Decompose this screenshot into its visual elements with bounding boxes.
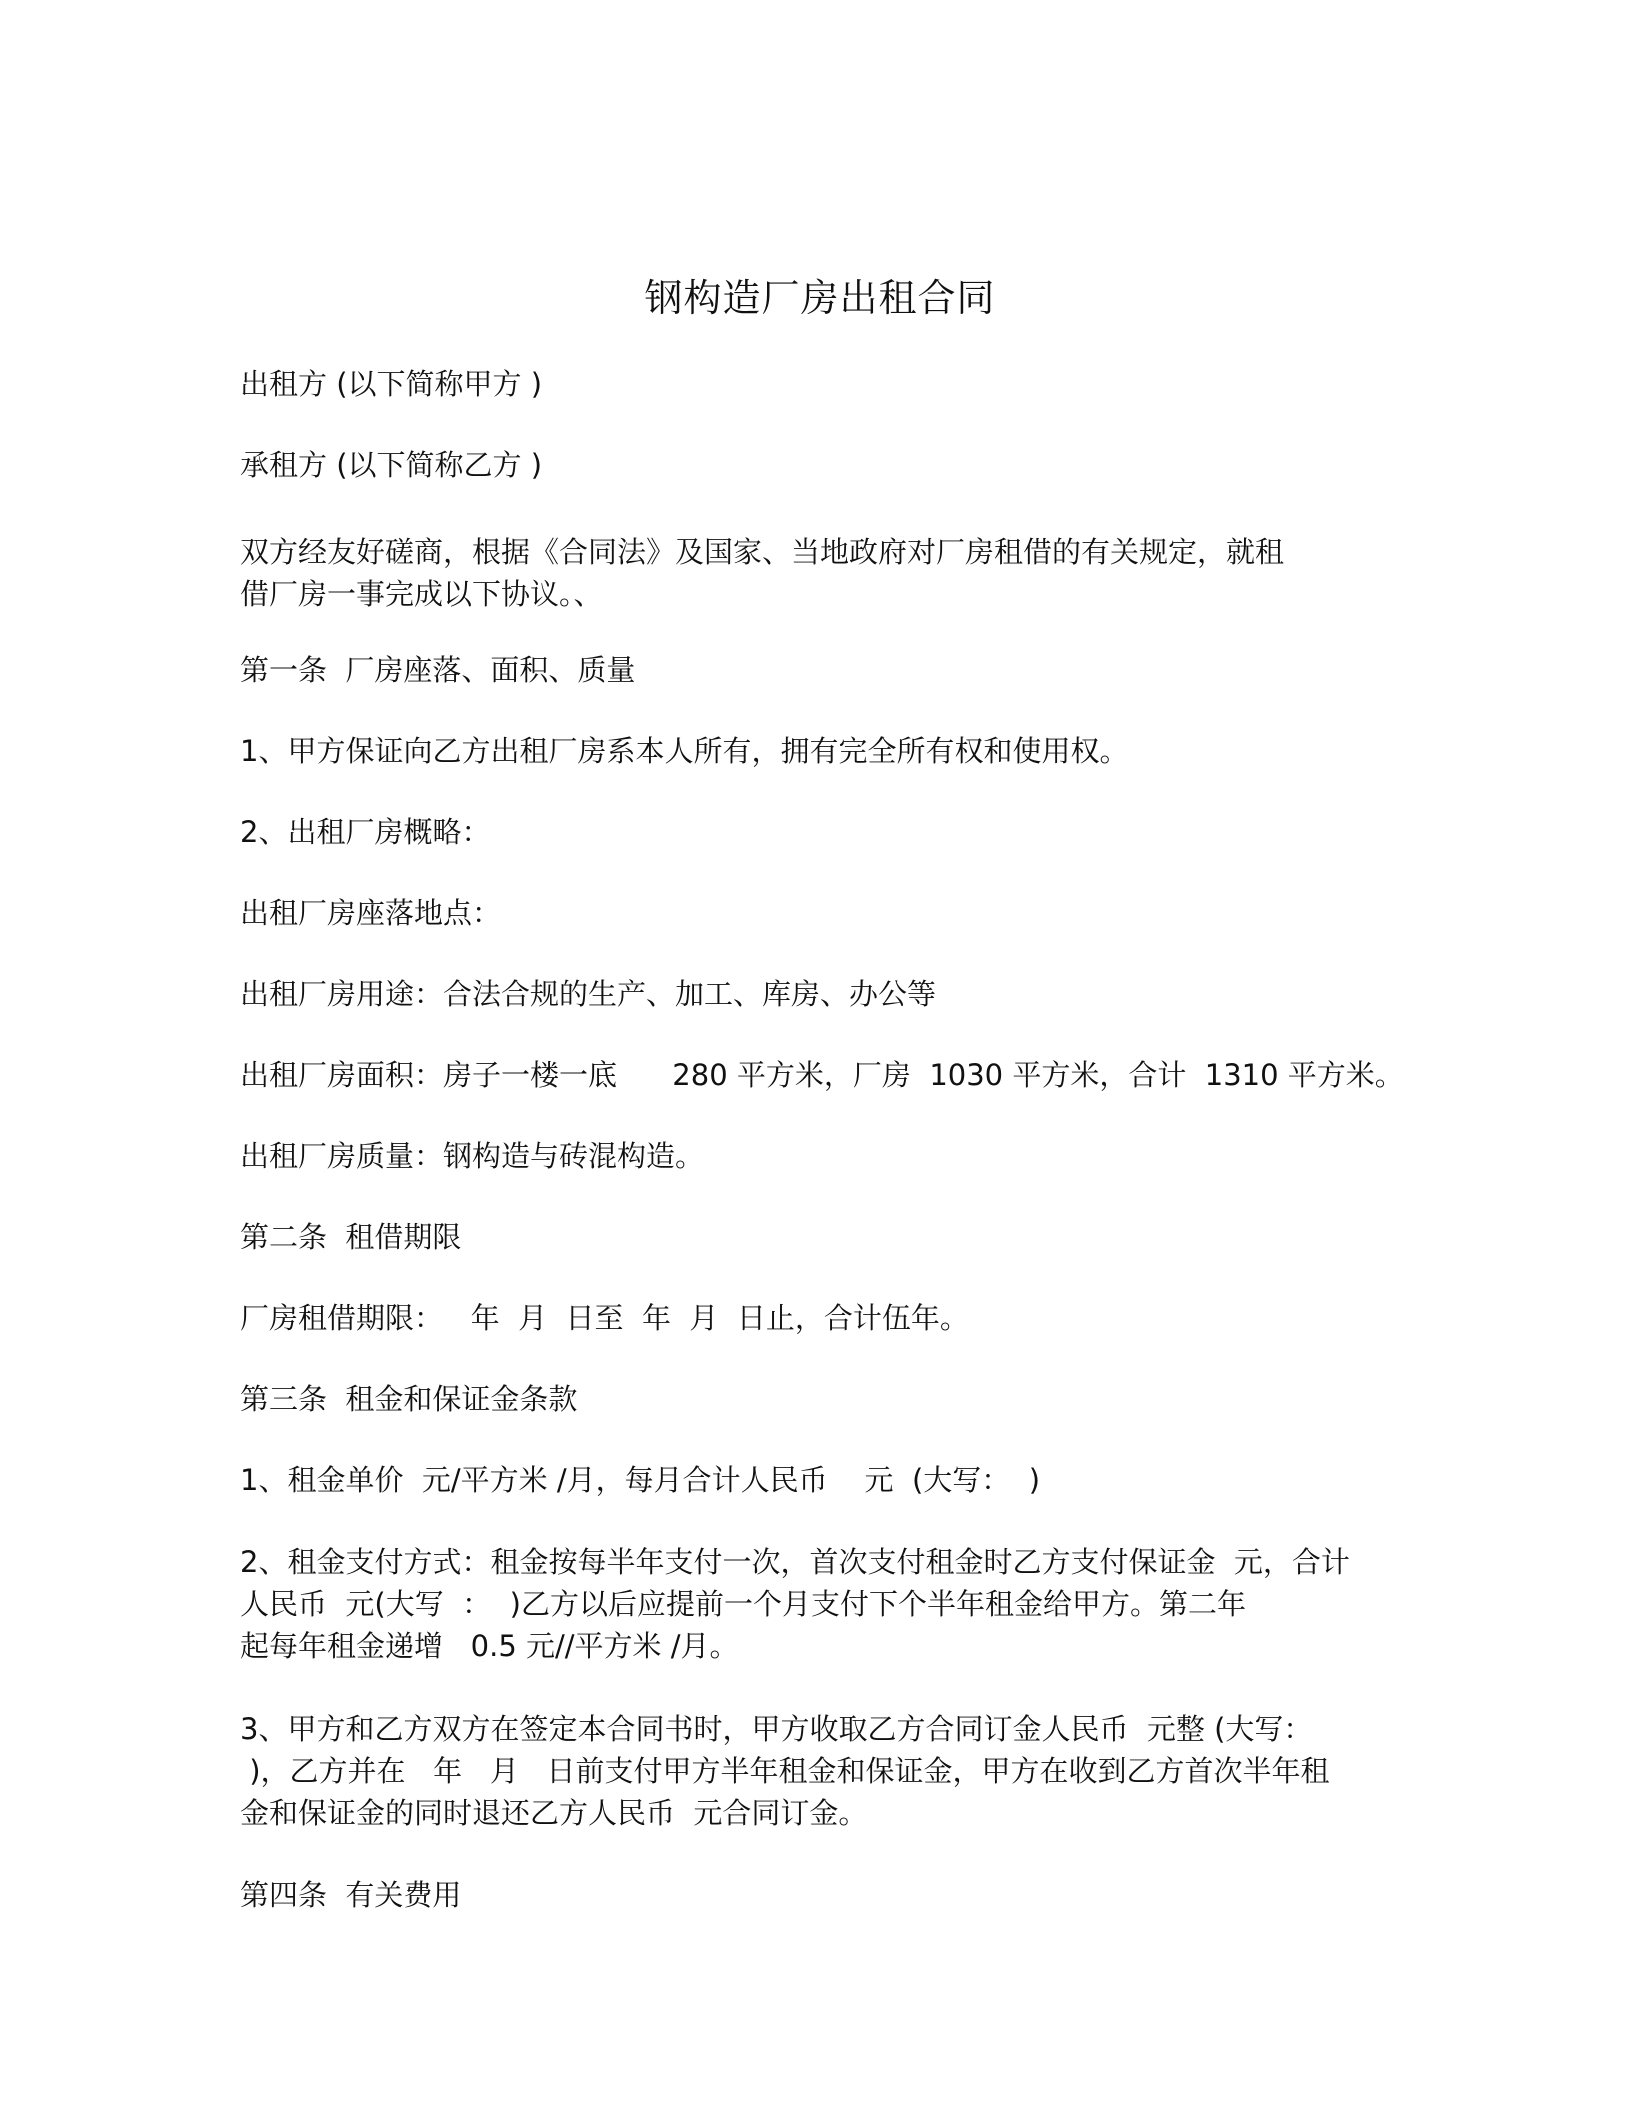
lease-term-line: 厂房租借期限： 年 月 日至 年 月 日止，合计伍年。 — [240, 1301, 969, 1335]
article-3-item-2-line-1: 2、租金支付方式：租金按每半年支付一次，首次支付租金时乙方支付保证金 元，合计 — [240, 1545, 1350, 1579]
article-3-item-3-line-1: 3、甲方和乙方双方在签定本合同书时，甲方收取乙方合同订金人民币 元整 (大写： — [240, 1712, 1313, 1746]
factory-location-line: 出租厂房座落地点： — [240, 896, 502, 930]
factory-area-line: 出租厂房面积：房子一楼一底 280 平方米，厂房 1030 平方米，合计 1310 平方米。 — [240, 1058, 1404, 1092]
article-3-item-3-line-3: 金和保证金的同时退还乙方人民币 元合同订金。 — [240, 1796, 868, 1830]
preamble-line-2: 借厂房一事完成以下协议。、 — [240, 577, 603, 611]
article-1-item-2: 2、出租厂房概略： — [240, 815, 491, 849]
lessee-line: 承租方 (以下简称乙方 ) — [240, 448, 543, 482]
article-3-item-3-line-2: )，乙方并在 年 月 日前支付甲方半年租金和保证金，甲方在收到乙方首次半年租 — [240, 1754, 1330, 1788]
article-3-item-1: 1、租金单价 元/平方米 /月，每月合计人民币 元 (大写： ) — [240, 1463, 1041, 1497]
article-1-item-1: 1、甲方保证向乙方出租厂房系本人所有，拥有完全所有权和使用权。 — [240, 734, 1129, 768]
lessor-line: 出租方 (以下简称甲方 ) — [240, 367, 543, 401]
article-2-heading: 第二条 租借期限 — [240, 1220, 462, 1254]
article-3-item-2-line-3: 起每年租金递增 0.5 元//平方米 /月。 — [240, 1629, 739, 1663]
article-3-item-2-line-2: 人民币 元(大写 ： )乙方以后应提前一个月支付下个半年租金给甲方。第二年 — [240, 1587, 1246, 1621]
article-4-heading: 第四条 有关费用 — [240, 1878, 462, 1912]
factory-usage-line: 出租厂房用途：合法合规的生产、加工、库房、办公等 — [240, 977, 937, 1011]
article-1-heading: 第一条 厂房座落、面积、质量 — [240, 653, 636, 687]
article-3-heading: 第三条 租金和保证金条款 — [240, 1382, 578, 1416]
preamble-line-1: 双方经友好磋商，根据《合同法》及国家、当地政府对厂房租借的有关规定，就租 — [240, 535, 1285, 569]
document-title: 钢构造厂房出租合同 — [644, 276, 996, 320]
factory-quality-line: 出租厂房质量：钢构造与砖混构造。 — [240, 1139, 705, 1173]
